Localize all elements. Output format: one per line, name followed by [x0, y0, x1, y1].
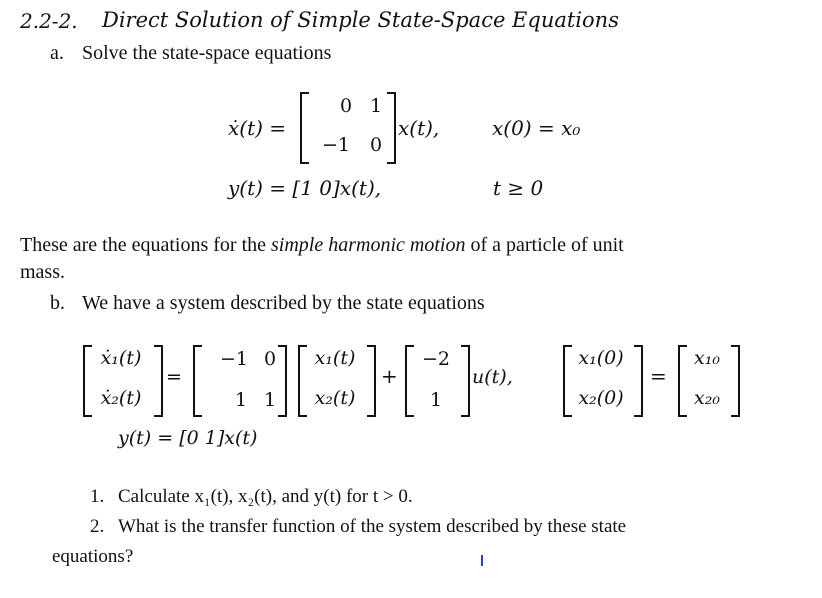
eq1-m12: 1	[369, 95, 383, 117]
a-m12: 0	[263, 348, 277, 370]
ic-lhs-right-bracket	[634, 345, 643, 417]
eq2-output: y(t) = [1 0]x(t),	[228, 176, 382, 200]
b-left-bracket	[405, 345, 414, 417]
x-1: x₁(t)	[314, 347, 356, 369]
ic-rhs-1: x₁₀	[694, 347, 720, 369]
eq1-rhs: x(t),	[398, 116, 440, 140]
eq1-m21: −1	[321, 134, 350, 156]
part-b-text: We have a system described by the state equations	[82, 292, 485, 314]
b-2: 1	[429, 389, 443, 411]
eq1-left-bracket	[300, 92, 309, 164]
ic-rhs-2: x₂₀	[694, 387, 720, 409]
text-cursor	[481, 555, 483, 566]
eq1-lhs: ẋ(t) =	[228, 116, 287, 140]
ic-lhs-2: x₂(0)	[578, 387, 624, 409]
problem-title: Direct Solution of Simple State-Space Equations	[102, 8, 619, 32]
ic-rhs-right-bracket	[731, 345, 740, 417]
b-1: −2	[421, 348, 450, 370]
eq2-condition: t ≥ 0	[493, 176, 544, 200]
output-equation: y(t) = [0 1]x(t)	[118, 427, 258, 449]
a-left-bracket	[193, 345, 202, 417]
question-1-number: 1.	[90, 486, 105, 507]
xdot-right-bracket	[154, 345, 163, 417]
question-2-text: What is the transfer function of the system described by these state	[118, 516, 627, 537]
question-2-text-line-2: equations?	[52, 546, 134, 567]
question-1-text: Calculate x₁(t), x₂(t), and y(t) for t > 0.	[118, 486, 413, 507]
a-m21: 1	[234, 389, 248, 411]
note-line-1	[20, 234, 624, 257]
x-2: x₂(t)	[314, 387, 356, 409]
part-a-text: Solve the state-space equations	[82, 42, 332, 64]
ic-lhs-1: x₁(0)	[578, 347, 624, 369]
eq1-m22: 0	[369, 134, 383, 156]
problem-number: 2.2-2.	[20, 9, 78, 33]
input-u: u(t),	[472, 366, 513, 388]
part-a-label: a.	[50, 42, 64, 64]
equals-sign: =	[166, 366, 182, 388]
eq1-m11: 0	[339, 95, 353, 117]
eq1-initial-condition: x(0) = x₀	[492, 116, 581, 140]
eq1-right-bracket	[387, 92, 396, 164]
x-right-bracket	[367, 345, 376, 417]
a-m11: −1	[219, 348, 248, 370]
plus-sign: +	[381, 364, 398, 388]
note-line-2: mass.	[20, 261, 65, 283]
a-m22: 1	[263, 389, 277, 411]
a-right-bracket	[278, 345, 287, 417]
xdot-1: ẋ₁(t)	[100, 347, 142, 369]
note-prefix: These are the equations for the	[20, 234, 267, 256]
ic-equals-sign: =	[650, 364, 667, 388]
xdot-2: ẋ₂(t)	[100, 387, 142, 409]
part-b-label: b.	[50, 292, 65, 314]
note-italic: simple harmonic motion	[271, 234, 466, 256]
b-right-bracket	[461, 345, 470, 417]
question-2-number: 2.	[90, 516, 105, 537]
note-suffix: of a particle of unit	[470, 234, 624, 256]
